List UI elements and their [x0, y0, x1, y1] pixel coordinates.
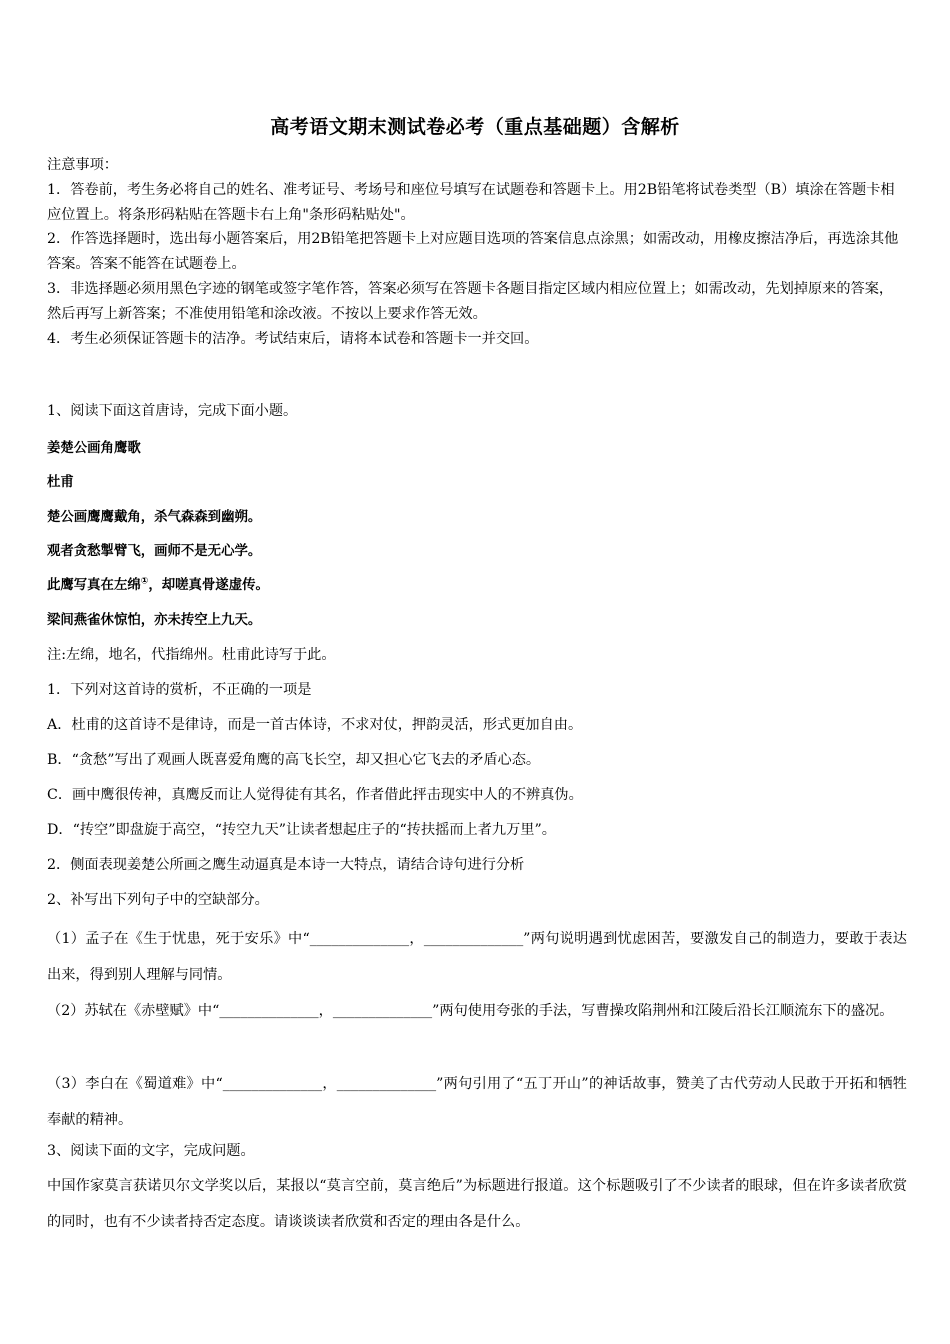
notice-section — [47, 153, 907, 351]
sub-question-2: 2．侧面表现姜楚公所画之鹰生动逼真是本诗一大特点，请结合诗句进行分析 — [47, 857, 525, 873]
notice-item: 1．答卷前，考生务必将自己的姓名、准考证号、考场号和座位号填写在试题卷和答题卡上。用2B铅笔将试卷类型（B）填涂在答题卡相应位置上。将条形码粘贴在答题卡右上角"条形码粘贴处"。 — [47, 181, 895, 223]
question-3-intro: 3、阅读下面的文字，完成问题。 — [47, 1143, 255, 1159]
question-2-intro: 2、补写出下列句子中的空缺部分。 — [47, 892, 269, 908]
poem-author: 杜甫 — [47, 475, 74, 490]
document-title: 高考语文期末测试卷必考（重点基础题）含解析 — [270, 116, 680, 138]
notice-item: 4．考生必须保证答题卡的洁净。考试结束后，请将本试卷和答题卡一并交回。 — [47, 330, 539, 347]
footnote-mark: ① — [140, 576, 149, 587]
notice-item: 2．作答选择题时，选出每小题答案后，用2B铅笔把答题卡上对应题目选项的答案信息点涂黑；如需改动，用橡皮擦洁净后，再选涂其他答案。答案不能答在试题卷上。 — [47, 231, 899, 273]
question-3-text: 中国作家莫言获诺贝尔文学奖以后，某报以“莫言空前，莫言绝后”为标题进行报道。这个标题吸引了不少读者的眼球，但在许多读者欣赏的同时，也有不少读者持否定态度。请谈谈读者欣赏和否定的理由各是什么。 — [47, 1178, 907, 1230]
option-c: C．画中鹰很传神，真鹰反而让人觉得徒有其名，作者借此抨击现实中人的不辨真伪。 — [47, 787, 583, 803]
poem-line: 观者贪愁掣臂飞，画师不是无心学。 — [47, 544, 262, 559]
fill-blank-item: （1）孟子在《生于忧患，死于安乐》中“______________，______________”两句说明遇到忧虑困苦，要激发自己的制造力，要敢于表达出来，得到别人理解与同情。 — [47, 931, 907, 983]
fill-blank-item: （2）苏轼在《赤壁赋》中“______________，______________”两句使用夸张的手法，写曹操攻陷荆州和江陵后沿长江顺流东下的盛况。 — [47, 1003, 894, 1019]
sub-question-1: 1．下列对这首诗的赏析，不正确的一项是 — [47, 682, 312, 698]
option-a: A．杜甫的这首诗不是律诗，而是一首古体诗，不求对仗，押韵灵活，形式更加自由。 — [47, 717, 583, 733]
poem-title: 姜楚公画角鹰歌 — [47, 441, 141, 456]
option-b: B．“贪愁”写出了观画人既喜爱角鹰的高飞长空，却又担心它飞去的矛盾心态。 — [47, 752, 541, 768]
poem-line — [47, 574, 269, 593]
poem-line-part: 此鹰写真在左绵 — [47, 578, 141, 593]
notice-heading: 注意事项： — [47, 157, 118, 173]
poem-line-part: ，却嗟真骨遂虚传。 — [148, 578, 269, 593]
poem-line: 梁间燕雀休惊怕，亦未抟空上九天。 — [47, 613, 262, 628]
option-d: D．“抟空”即盘旋于高空，“抟空九天”让读者想起庄子的“抟扶摇而上者九万里”。 — [47, 822, 556, 838]
poem-note: 注:左绵，地名，代指绵州。杜甫此诗写于此。 — [47, 647, 336, 663]
question-1-intro: 1、阅读下面这首唐诗，完成下面小题。 — [47, 403, 298, 419]
poem-line: 楚公画鹰鹰戴角，杀气森森到幽朔。 — [47, 510, 262, 525]
notice-item: 3．非选择题必须用黑色字迹的钢笔或签字笔作答，答案必须写在答题卡各题目指定区域内相应位置上；如需改动，先划掉原来的答案，然后再写上新答案；不准使用铅笔和涂改液。不按以上要求作答无效。 — [47, 280, 894, 322]
fill-blank-item: （3）李白在《蜀道难》中“______________，______________”两句引用了“五丁开山”的神话故事，赞美了古代劳动人民敢于开拓和牺牲奉献的精神。 — [47, 1076, 907, 1128]
